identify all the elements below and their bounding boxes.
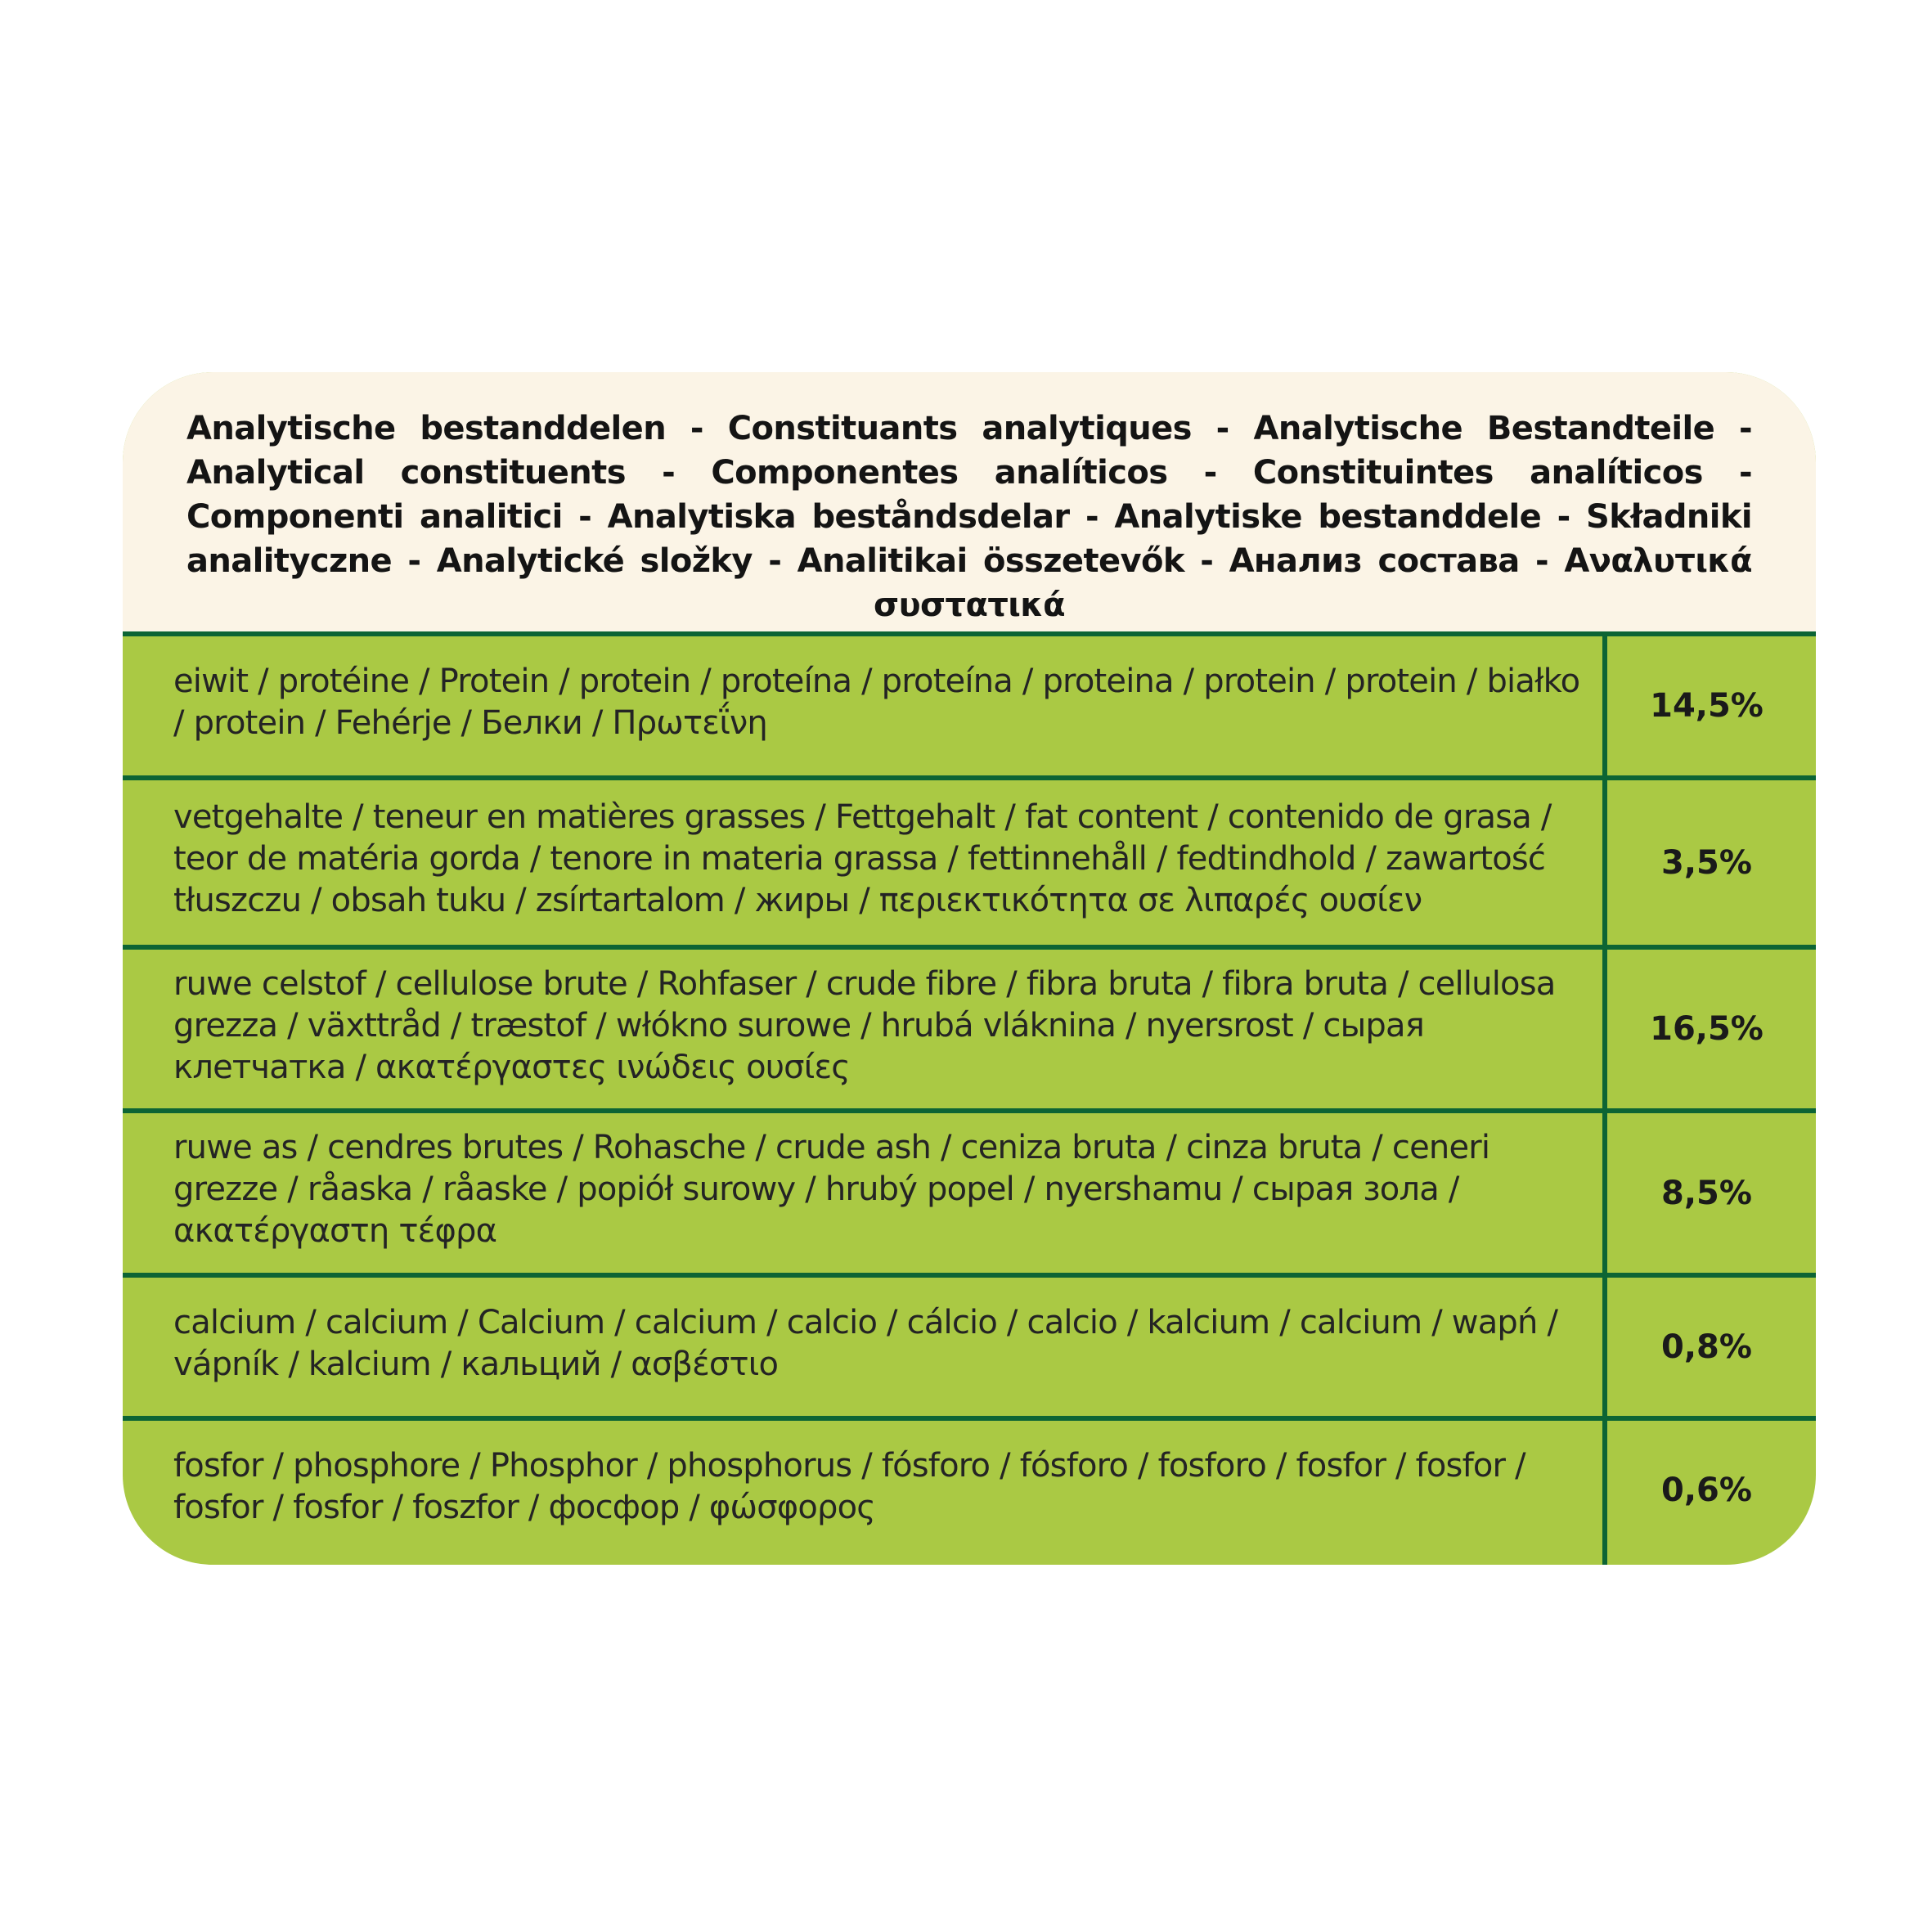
constituent-value: 0,6% <box>1661 1471 1752 1509</box>
constituent-value: 16,5% <box>1650 1010 1764 1048</box>
column-divider <box>1602 631 1607 1565</box>
table-row <box>123 636 1816 775</box>
table-row <box>123 1421 1816 1565</box>
table-row <box>123 780 1816 945</box>
table-row <box>123 1113 1816 1273</box>
constituent-name: eiwit / protéine / Protein / protein / proteína / proteína / proteina / protein / protein / białko / protein / Fehérje / Белки / Πρωτεΐνη <box>173 663 1580 742</box>
constituent-value: 3,5% <box>1661 843 1752 882</box>
constituents-table <box>123 631 1816 1565</box>
constituent-name: vetgehalte / teneur en matières grasses / Fettgehalt / fat content / contenido de grasa / teor de matéria gorda / tenore in materia grassa / fettinnehåll / fedtindhold / zawartość tłuszczu / obsah tuku / zsírtartalom / жиры / περιεκτικότητα σε λιπαρές ουσίεν <box>173 798 1552 919</box>
constituent-name: calcium / calcium / Calcium / calcium / calcio / cálcio / calcio / kalcium / calcium / wapń / vápník / kalcium / кальций / ασβέστιο <box>173 1303 1558 1383</box>
header-band <box>123 372 1816 631</box>
constituent-value: 14,5% <box>1650 687 1764 725</box>
header-title: Analytische bestanddelen - Constituants analytiques - Analytische Bestandteile - Analytical constituents - Componentes analíticos - Constituintes analíticos - Componenti analitici - Analytiska beståndsdelar - Analytiske bestanddele - Składniki analityczne - Analytické složky - Analitikai összetevők - Анализ состава - Αναλυτικά συστατικά <box>186 410 1752 624</box>
constituent-name: fosfor / phosphore / Phosphor / phosphorus / fósforo / fósforo / fosforo / fosfor / fosfor / fosfor / fosfor / foszfor / фосфор / φώσφορος <box>173 1447 1525 1526</box>
constituent-value: 0,8% <box>1661 1328 1752 1366</box>
analytical-constituents-panel <box>123 372 1816 1565</box>
table-row <box>123 950 1816 1108</box>
constituent-name: ruwe celstof / cellulose brute / Rohfaser / crude fibre / fibra bruta / fibra bruta / cellulosa grezza / växttråd / træstof / włókno surowe / hrubá vláknina / nyersrost / сырая клетчатка / ακατέργαστες ινώδεις ουσίες <box>173 964 1556 1086</box>
table-row <box>123 1278 1816 1416</box>
constituent-name: ruwe as / cendres brutes / Rohasche / crude ash / ceniza bruta / cinza bruta / ceneri grezze / råaska / råaske / popiół surowy / hrubý popel / nyershamu / сырая зола / ακατέργαστη τέφρα <box>173 1129 1490 1250</box>
constituent-value: 8,5% <box>1661 1174 1752 1212</box>
